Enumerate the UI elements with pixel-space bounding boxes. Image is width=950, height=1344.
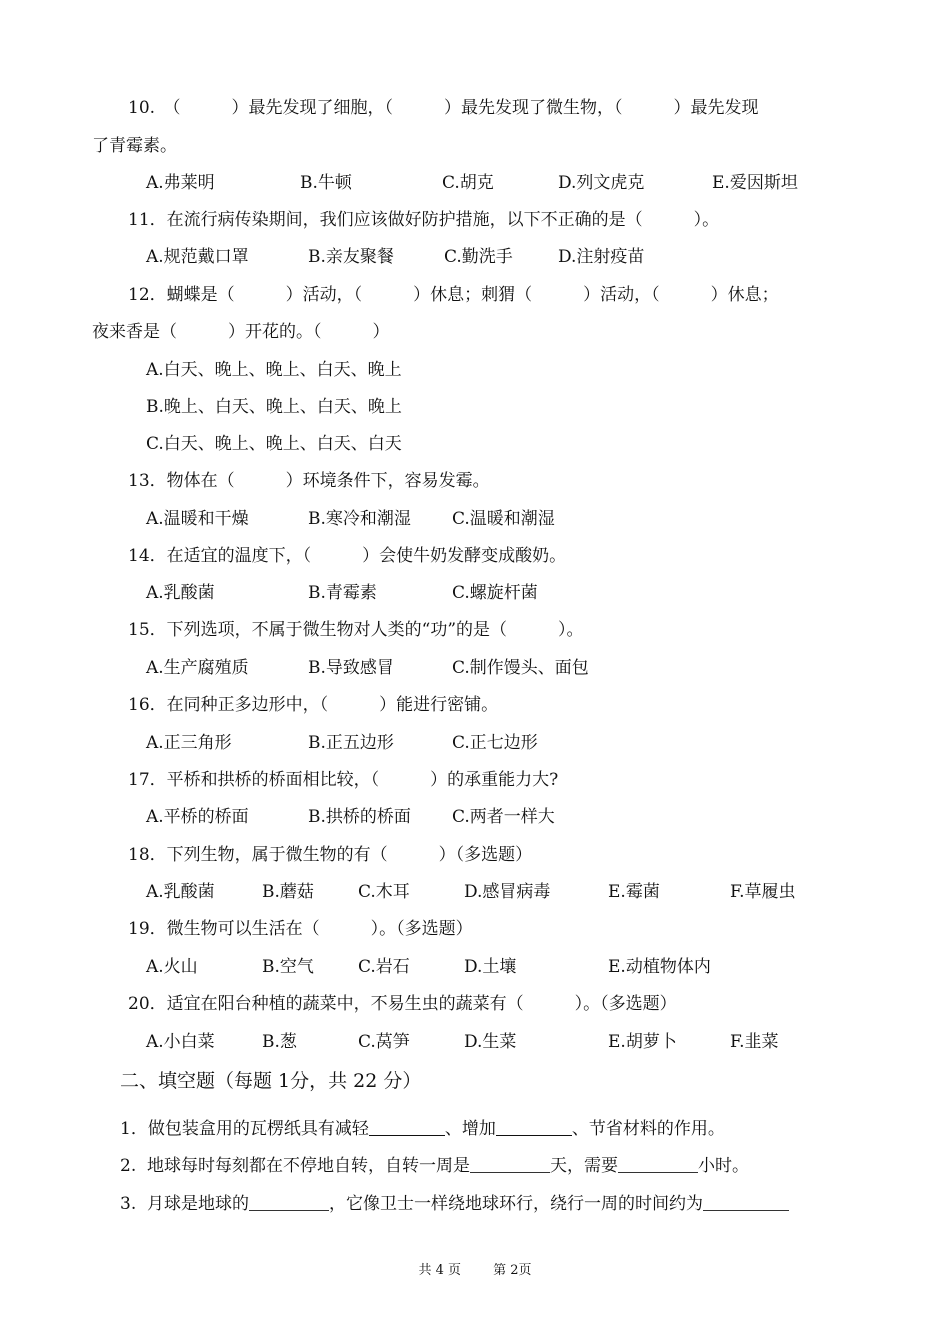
q20-option-b[interactable]: B.葱 xyxy=(262,1032,297,1052)
q16-option-b[interactable]: B.正五边形 xyxy=(308,733,394,753)
q12-option-a[interactable]: A.白天、晚上、晚上、白天、晚上 xyxy=(146,360,402,380)
q17-option-b[interactable]: B.拱桥的桥面 xyxy=(308,807,411,827)
q20-stem: 20．适宜在阳台种植的蔬菜中，不易生虫的蔬菜有（ ）。（多选题） xyxy=(128,994,677,1014)
q20-option-d[interactable]: D.生菜 xyxy=(464,1032,517,1052)
q15-options xyxy=(146,657,866,679)
q20-option-f[interactable]: F.韭菜 xyxy=(730,1032,779,1052)
q11-option-b[interactable]: B.亲友聚餐 xyxy=(308,247,394,267)
q11-option-c[interactable]: C.勤洗手 xyxy=(444,247,513,267)
q14-stem: 14．在适宜的温度下，（ ）会使牛奶发酵变成酸奶。 xyxy=(128,546,567,566)
fill-q1 xyxy=(120,1118,725,1140)
q11-option-a[interactable]: A.规范戴口罩 xyxy=(146,247,249,267)
footer-current-page: 第 2页 xyxy=(493,1263,532,1278)
q15-stem: 15．下列选项，不属于微生物对人类的“功”的是（ ）。 xyxy=(128,620,584,640)
fill-q2-text-a: 2. 地球每时每刻都在不停地自转，自转一周是 xyxy=(120,1156,471,1176)
q10-option-e[interactable]: E.爱因斯坦 xyxy=(712,173,798,193)
q17-option-a[interactable]: A.平桥的桥面 xyxy=(146,807,249,827)
fill-q1-text-a: 1．做包装盒用的瓦楞纸具有减轻 xyxy=(120,1119,369,1139)
q20-option-a[interactable]: A.小白菜 xyxy=(146,1032,215,1052)
q13-option-b[interactable]: B.寒冷和潮湿 xyxy=(308,509,411,529)
q15-option-c[interactable]: C.制作馒头、面包 xyxy=(452,658,589,678)
q15-option-a[interactable]: A.生产腐殖质 xyxy=(146,658,249,678)
fill-q1-text-c: 、节省材料的作用。 xyxy=(571,1119,725,1139)
q17-stem: 17．平桥和拱桥的桥面相比较，（ ）的承重能力大? xyxy=(128,770,559,790)
q12-option-c[interactable]: C.白天、晚上、晚上、白天、白天 xyxy=(146,434,402,454)
fill-section-heading: 二、填空题（每题 1分，共 22 分） xyxy=(120,1070,422,1092)
page-footer xyxy=(0,1262,950,1280)
fill-q2-blank-2[interactable] xyxy=(618,1156,698,1173)
q10-option-d[interactable]: D.列文虎克 xyxy=(558,173,645,193)
q19-option-e[interactable]: E.动植物体内 xyxy=(608,957,711,977)
q10-stem-cont: 了青霉素。 xyxy=(92,136,177,156)
q19-option-d[interactable]: D.土壤 xyxy=(464,957,517,977)
q14-options xyxy=(146,582,866,604)
q11-stem: 11．在流行病传染期间，我们应该做好防护措施，以下不正确的是（ ）。 xyxy=(128,210,720,230)
q11-option-d[interactable]: D.注射疫苗 xyxy=(558,247,645,267)
fill-q1-blank-2[interactable] xyxy=(496,1119,572,1136)
fill-q3-blank-1[interactable] xyxy=(249,1194,329,1211)
q18-option-f[interactable]: F.草履虫 xyxy=(730,882,796,902)
q10-option-b[interactable]: B.牛顿 xyxy=(300,173,352,193)
q10-options xyxy=(146,172,866,194)
q13-option-c[interactable]: C.温暖和潮湿 xyxy=(452,509,555,529)
q13-stem: 13．物体在（ ）环境条件下，容易发霉。 xyxy=(128,471,490,491)
q14-option-a[interactable]: A.乳酸菌 xyxy=(146,583,215,603)
q14-option-b[interactable]: B.青霉素 xyxy=(308,583,377,603)
q10-option-a[interactable]: A.弗莱明 xyxy=(146,173,215,193)
fill-q2-blank-1[interactable] xyxy=(470,1156,550,1173)
q17-option-c[interactable]: C.两者一样大 xyxy=(452,807,555,827)
fill-q3-text-b: ，它像卫士一样绕地球环行，绕行一周的时间约为 xyxy=(329,1194,704,1214)
q16-stem: 16．在同种正多边形中，（ ）能进行密铺。 xyxy=(128,695,499,715)
q14-option-c[interactable]: C.螺旋杆菌 xyxy=(452,583,538,603)
q13-option-a[interactable]: A.温暖和干燥 xyxy=(146,509,249,529)
q19-stem: 19．微生物可以生活在（ ）。（多选题） xyxy=(128,919,473,939)
fill-q2 xyxy=(120,1155,749,1177)
q15-option-b[interactable]: B.导致感冒 xyxy=(308,658,394,678)
q12-stem: 12．蝴蝶是（ ）活动，（ ）休息；刺猬（ ）活动，（ ）休息； xyxy=(128,285,779,305)
q12-option-b[interactable]: B.晚上、白天、晚上、白天、晚上 xyxy=(146,397,402,417)
q19-options xyxy=(146,956,866,978)
q17-options xyxy=(146,806,866,828)
q19-option-a[interactable]: A.火山 xyxy=(146,957,198,977)
q18-option-a[interactable]: A.乳酸菌 xyxy=(146,882,215,902)
fill-q3 xyxy=(120,1193,789,1215)
fill-q2-text-b: 天，需要 xyxy=(550,1156,619,1176)
q18-option-d[interactable]: D.感冒病毒 xyxy=(464,882,551,902)
q13-options xyxy=(146,508,866,530)
q19-option-b[interactable]: B.空气 xyxy=(262,957,314,977)
q18-stem: 18．下列生物，属于微生物的有（ ）（多选题） xyxy=(128,845,533,865)
q19-option-c[interactable]: C.岩石 xyxy=(358,957,410,977)
fill-q1-blank-1[interactable] xyxy=(369,1119,445,1136)
q18-option-b[interactable]: B.蘑菇 xyxy=(262,882,314,902)
q18-options xyxy=(146,881,866,903)
fill-q3-text-a: 3. 月球是地球的 xyxy=(120,1194,250,1214)
q20-option-c[interactable]: C.莴笋 xyxy=(358,1032,410,1052)
q10-stem: 10. （ ）最先发现了细胞，（ ）最先发现了微生物，（ ）最先发现 xyxy=(128,98,759,118)
footer-total-pages: 共 4 页 xyxy=(418,1263,461,1278)
q10-option-c[interactable]: C.胡克 xyxy=(442,173,494,193)
q18-option-e[interactable]: E.霉菌 xyxy=(608,882,660,902)
q16-option-c[interactable]: C.正七边形 xyxy=(452,733,538,753)
q12-stem-cont: 夜来香是（ ）开花的。（ ） xyxy=(92,322,390,342)
fill-q3-blank-2[interactable] xyxy=(703,1194,789,1211)
q16-option-a[interactable]: A.正三角形 xyxy=(146,733,232,753)
q11-options xyxy=(146,246,866,268)
fill-q2-text-c: 小时。 xyxy=(698,1156,750,1176)
q18-option-c[interactable]: C.木耳 xyxy=(358,882,410,902)
q20-options xyxy=(146,1031,866,1053)
fill-q1-text-b: 、增加 xyxy=(444,1119,496,1139)
q16-options xyxy=(146,732,866,754)
q20-option-e[interactable]: E.胡萝卜 xyxy=(608,1032,677,1052)
